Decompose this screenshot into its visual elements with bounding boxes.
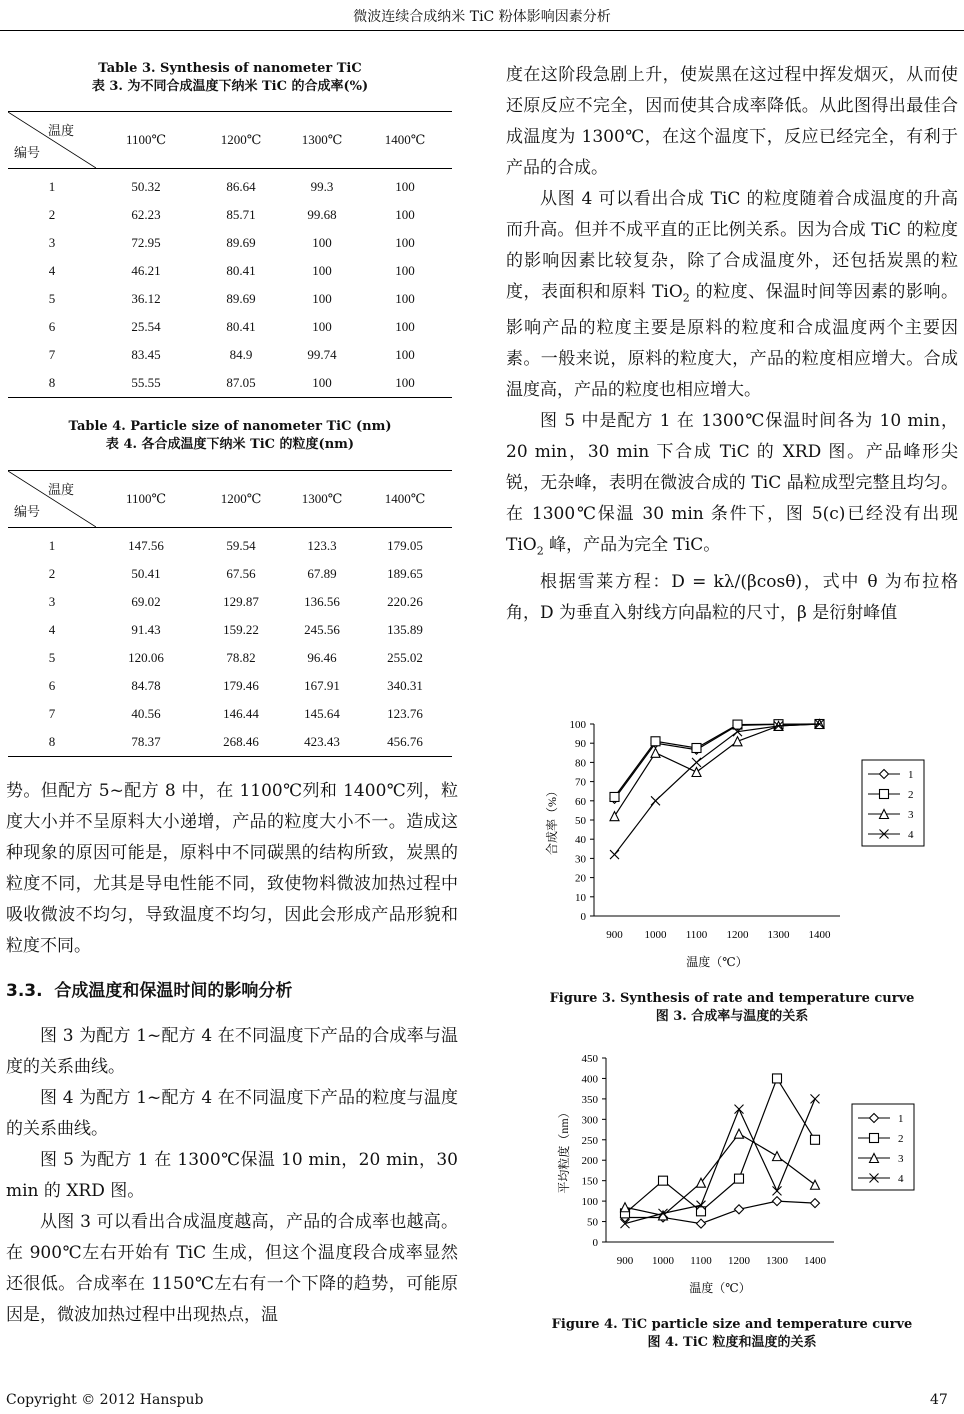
header-rule xyxy=(0,30,964,31)
table-cell: 179.05 xyxy=(387,538,423,553)
figure3-chart xyxy=(530,712,950,982)
table-cell: 179.46 xyxy=(223,678,259,693)
figure3-caption-en: Figure 3. Synthesis of rate and temperature curve xyxy=(549,991,915,1006)
table-row xyxy=(8,700,452,728)
table-cell: 100 xyxy=(312,291,332,306)
y-tick-label: 100 xyxy=(581,1196,598,1209)
legend-label: 4 xyxy=(898,1173,904,1185)
table-cell: 99.3 xyxy=(310,179,334,194)
right-paragraph-2 xyxy=(506,184,958,406)
series-4 xyxy=(610,720,824,860)
legend-label: 2 xyxy=(908,789,914,801)
legend xyxy=(852,1104,914,1190)
row-number-cell: 6 xyxy=(48,678,56,693)
series-line xyxy=(615,724,820,799)
table-cell: 78.37 xyxy=(131,734,161,749)
table-cell: 25.54 xyxy=(131,319,161,334)
data-point xyxy=(735,1129,744,1138)
right-paragraph-3 xyxy=(506,406,958,566)
series-line xyxy=(625,1134,815,1216)
row-number-cell: 7 xyxy=(48,347,56,362)
data-point xyxy=(651,748,660,757)
row-number-cell: 8 xyxy=(48,375,56,390)
y-tick-label: 350 xyxy=(581,1093,598,1106)
table-row xyxy=(8,644,452,672)
x-tick-label: 1100 xyxy=(690,1255,712,1267)
y-tick-label: 300 xyxy=(581,1114,598,1127)
table3-caption-zh: 表 3. 为不同合成温度下纳米 TiC 的合成率(%) xyxy=(91,79,369,94)
right-paragraph-1: 度在这阶段急剧上升，使炭黑在这过程中挥发烟灭，从而使还原反应不完全，因而使其合成率降低。从此图得出最佳合成温度为 1300℃，在这个温度下，反应已经完全，有利于产品的合成。 xyxy=(506,65,958,178)
table-cell: 189.65 xyxy=(387,566,423,581)
table-cell: 36.12 xyxy=(131,291,161,306)
table-row xyxy=(8,229,452,257)
table-cell: 100 xyxy=(312,235,332,250)
table-cell: 84.78 xyxy=(131,678,161,693)
table-row xyxy=(8,169,452,202)
table-cell: 147.56 xyxy=(128,538,164,553)
row-number-cell: 3 xyxy=(48,594,56,609)
series-line xyxy=(625,1099,815,1224)
table-row xyxy=(8,313,452,341)
left-paragraph-5: 从图 3 可以看出合成温度越高，产品的合成率也越高。在 900℃左右开始有 TiC 生成，但这个温度段合成率显然还很低。合成率在 1150℃左右有一个下降的趋势，可能原因是，微波加热过程中出现热点，温 xyxy=(6,1212,458,1325)
right-paragraph-2-part-a: 从图 4 可以看出合成 TiC 的粒度随着合成温度的升高而升高。但并不成平直的正比例关系。因为合成 TiC 的粒度的影响因素比较复杂，除了合成温度外，还包括炭黑的粒度，表面积和原料 TiO xyxy=(506,189,958,302)
table-row xyxy=(8,588,452,616)
table-cell: 50.41 xyxy=(131,566,161,581)
row-number-cell: 5 xyxy=(48,291,56,306)
y-axis-label: 平均粒度（nm） xyxy=(557,1106,571,1194)
table-cell: 135.89 xyxy=(387,622,423,637)
table-cell: 136.56 xyxy=(304,594,340,609)
y-tick-label: 90 xyxy=(575,738,586,751)
table-cell: 87.05 xyxy=(226,375,256,390)
series-1 xyxy=(610,720,824,804)
left-paragraph-1: 势。但配方 5~配方 8 中，在 1100℃列和 1400℃列，粒度大小并不呈原料大小递增，产品的粒度大小不一。造成这种现象的原因可能是，原料中不同碳黑的结构所致，炭黑的粒度不同，尤其是导电性能不同，致使物料微波加热过程中吸收微波不均匀，导致温度不均匀，因此会形成产品形貌和粒度不同。 xyxy=(6,781,458,956)
table-cell: 69.02 xyxy=(131,594,161,609)
corner-top-label: 温度 xyxy=(48,482,75,497)
table-row xyxy=(8,560,452,588)
x-axis-label: 温度（℃） xyxy=(686,955,748,969)
corner-bottom-label: 编号 xyxy=(14,145,41,160)
table-row xyxy=(8,369,452,398)
legend-label: 1 xyxy=(908,769,914,781)
table4-col-header: 1100℃ xyxy=(125,491,167,506)
series-4 xyxy=(621,1094,820,1228)
table-cell: 55.55 xyxy=(131,375,161,390)
table3-caption xyxy=(8,60,452,96)
y-tick-label: 30 xyxy=(575,853,586,866)
row-number-cell: 5 xyxy=(48,650,56,665)
table-cell: 100 xyxy=(312,375,332,390)
figure3-caption-zh: 图 3. 合成率与温度的关系 xyxy=(655,1009,809,1024)
table-row xyxy=(8,728,452,757)
series-line xyxy=(615,724,820,797)
y-tick-label: 150 xyxy=(581,1175,598,1188)
table3-caption-en: Table 3. Synthesis of nanometer TiC xyxy=(98,61,362,76)
y-tick-label: 60 xyxy=(575,795,586,808)
data-point xyxy=(811,1135,820,1144)
table3-col-header: 1100℃ xyxy=(125,132,167,147)
table-cell: 145.64 xyxy=(304,706,340,721)
table-cell: 80.41 xyxy=(226,263,256,278)
table-cell: 78.82 xyxy=(226,650,256,665)
y-tick-label: 80 xyxy=(575,757,586,770)
table-row xyxy=(8,528,452,561)
table-row xyxy=(8,285,452,313)
table-cell: 220.26 xyxy=(387,594,423,609)
x-tick-label: 900 xyxy=(616,1255,634,1267)
data-point xyxy=(659,1176,668,1185)
left-column-text xyxy=(6,776,458,1331)
table-cell: 146.44 xyxy=(223,706,259,721)
table-cell: 96.46 xyxy=(307,650,337,665)
x-tick-label: 1300 xyxy=(767,929,790,941)
data-point xyxy=(773,1152,782,1161)
footer-page-number: 47 xyxy=(930,1392,948,1408)
table-cell: 83.45 xyxy=(131,347,161,362)
right-paragraph-4: 根据雪莱方程：D = kλ/(βcosθ)，式中 θ 为布拉格角，D 为垂直入射线方向晶粒的尺寸，β 是衍射峰值 xyxy=(506,571,958,623)
data-point xyxy=(651,737,660,746)
y-tick-label: 0 xyxy=(580,911,586,923)
table4-caption-en: Table 4. Particle size of nanometer TiC (nm) xyxy=(68,419,392,434)
table-cell: 120.06 xyxy=(128,650,164,665)
table-cell: 40.56 xyxy=(131,706,161,721)
series-3 xyxy=(621,1129,820,1220)
legend-marker xyxy=(880,790,889,799)
table-cell: 123.76 xyxy=(387,706,423,721)
y-tick-label: 40 xyxy=(575,834,586,847)
data-point xyxy=(735,1174,744,1183)
row-number-cell: 6 xyxy=(48,319,56,334)
table-cell: 100 xyxy=(395,291,415,306)
y-tick-label: 50 xyxy=(587,1216,598,1229)
x-tick-label: 1100 xyxy=(685,929,708,941)
row-number-cell: 2 xyxy=(48,207,56,222)
data-point xyxy=(811,1180,820,1189)
table-cell: 84.9 xyxy=(229,347,253,362)
table-cell: 100 xyxy=(312,263,332,278)
corner-top-label: 温度 xyxy=(48,123,75,138)
legend-label: 2 xyxy=(898,1133,904,1145)
row-number-cell: 1 xyxy=(48,538,56,553)
table4-caption-zh: 表 4. 各合成温度下纳米 TiC 的粒度(nm) xyxy=(105,437,355,452)
table-row xyxy=(8,257,452,285)
x-tick-label: 1000 xyxy=(644,929,667,941)
legend-label: 3 xyxy=(898,1153,904,1165)
data-point xyxy=(692,744,701,753)
data-point xyxy=(811,1199,820,1208)
row-number-cell: 7 xyxy=(48,706,56,721)
row-number-cell: 3 xyxy=(48,235,56,250)
y-tick-label: 10 xyxy=(575,891,586,904)
right-paragraph-3-part-b: 峰，产品为完全 TiC。 xyxy=(543,535,721,556)
table-cell: 100 xyxy=(395,347,415,362)
x-tick-label: 900 xyxy=(606,929,623,941)
table-cell: 340.31 xyxy=(387,678,423,693)
table-cell: 89.69 xyxy=(226,291,256,306)
y-tick-label: 250 xyxy=(581,1134,598,1147)
figure4-caption xyxy=(506,1316,958,1352)
section-number: 3.3. xyxy=(6,981,43,1001)
row-number-cell: 8 xyxy=(48,734,56,749)
legend xyxy=(862,760,924,846)
table-cell: 100 xyxy=(395,235,415,250)
subscript: 2 xyxy=(682,291,690,305)
series-2 xyxy=(610,720,824,802)
x-axis-label: 温度（℃） xyxy=(689,1281,751,1295)
y-tick-label: 400 xyxy=(581,1073,598,1086)
left-paragraph-3: 图 4 为配方 1~配方 4 在不同温度下产品的粒度与温度的关系曲线。 xyxy=(6,1088,458,1139)
left-paragraph-2: 图 3 为配方 1~配方 4 在不同温度下产品的合成率与温度的关系曲线。 xyxy=(6,1026,458,1077)
y-axis-label: 合成率（%） xyxy=(545,785,559,855)
y-tick-label: 200 xyxy=(581,1155,598,1168)
table-cell: 67.89 xyxy=(307,566,337,581)
table-cell: 85.71 xyxy=(226,207,256,222)
table-cell: 50.32 xyxy=(131,179,161,194)
legend-marker xyxy=(870,1134,879,1143)
table3-col-header: 1200℃ xyxy=(220,132,262,147)
table-cell: 255.02 xyxy=(387,650,423,665)
table-cell: 245.56 xyxy=(304,622,340,637)
y-tick-label: 50 xyxy=(575,815,586,827)
x-tick-label: 1400 xyxy=(808,929,831,941)
y-tick-label: 0 xyxy=(592,1237,598,1249)
y-tick-label: 450 xyxy=(581,1053,598,1065)
series-line xyxy=(625,1078,815,1213)
x-tick-label: 1300 xyxy=(766,1255,788,1267)
right-paragraph-3-part-a: 图 5 中是配方 1 在 1300℃保温时间各为 10 min，20 min，30 min 下合成 TiC 的 XRD 图。产品峰形尖锐，无杂峰，表明在微波合成的 TiC 晶粒成型完整且均匀。在 1300℃保温 30 min 条件下，图 5(c)已经没有出现 TiO xyxy=(506,411,958,556)
subscript: 2 xyxy=(536,544,544,558)
data-point xyxy=(610,812,619,821)
table4-col-header: 1200℃ xyxy=(220,491,262,506)
table-cell: 99.68 xyxy=(307,207,337,222)
table-cell: 59.54 xyxy=(226,538,256,553)
figure4-chart xyxy=(530,1050,950,1305)
table-cell: 268.46 xyxy=(223,734,259,749)
table4-caption xyxy=(8,418,452,454)
table-cell: 46.21 xyxy=(131,263,161,278)
data-point xyxy=(773,1197,782,1206)
table-row xyxy=(8,616,452,644)
data-point xyxy=(733,720,742,729)
table-cell: 423.43 xyxy=(304,734,340,749)
table-cell: 91.43 xyxy=(131,622,161,637)
data-point xyxy=(692,768,701,777)
table-cell: 100 xyxy=(395,375,415,390)
data-point xyxy=(697,1219,706,1228)
table-cell: 67.56 xyxy=(226,566,256,581)
table-cell: 100 xyxy=(395,207,415,222)
table-cell: 100 xyxy=(395,263,415,278)
row-number-cell: 4 xyxy=(48,622,56,637)
running-header: 微波连续合成纳米 TiC 粉体影响因素分析 xyxy=(353,9,611,25)
table4 xyxy=(8,470,452,757)
right-paragraph-2-part-b: 的粒度、保温时间等因素的影响。影响产品的粒度主要是原料的粒度和合成温度两个主要因素。一般来说，原料的粒度大，产品的粒度相应增大。合成温度高，产品的粒度也相应增大。 xyxy=(506,282,958,401)
data-point xyxy=(773,1074,782,1083)
series-line xyxy=(625,1201,815,1223)
y-tick-label: 100 xyxy=(569,719,586,731)
table-cell: 89.69 xyxy=(226,235,256,250)
table4-col-header: 1300℃ xyxy=(301,491,343,506)
x-tick-label: 1200 xyxy=(726,929,749,941)
table-row xyxy=(8,672,452,700)
data-point xyxy=(735,1205,744,1214)
legend-label: 3 xyxy=(908,809,914,821)
section-title: 合成温度和保温时间的影响分析 xyxy=(54,981,293,1001)
table-cell: 129.87 xyxy=(223,594,259,609)
y-tick-label: 70 xyxy=(575,776,586,789)
table-row xyxy=(8,201,452,229)
y-tick-label: 20 xyxy=(575,872,586,885)
table-cell: 159.22 xyxy=(223,622,259,637)
table-row xyxy=(8,341,452,369)
figure4-caption-en: Figure 4. TiC particle size and temperature curve xyxy=(551,1317,913,1332)
data-point xyxy=(621,1203,630,1212)
table-cell: 100 xyxy=(395,319,415,334)
right-column-text xyxy=(506,60,958,629)
corner-bottom-label: 编号 xyxy=(14,504,41,519)
figure4-caption-zh: 图 4. TiC 粒度和温度的关系 xyxy=(647,1335,817,1350)
table-cell: 456.76 xyxy=(387,734,423,749)
table3-col-header: 1400℃ xyxy=(384,132,426,147)
table-cell: 167.91 xyxy=(304,678,340,693)
table-cell: 100 xyxy=(312,319,332,334)
table-cell: 99.74 xyxy=(307,347,337,362)
table-cell: 72.95 xyxy=(131,235,161,250)
legend-label: 4 xyxy=(908,829,914,841)
data-point xyxy=(733,737,742,746)
legend-box xyxy=(862,760,924,846)
table4-col-header: 1400℃ xyxy=(384,491,426,506)
table4-corner xyxy=(8,471,96,528)
table3-col-header: 1300℃ xyxy=(301,132,343,147)
data-point xyxy=(610,792,619,801)
table-cell: 62.23 xyxy=(131,207,161,222)
table3-corner xyxy=(8,112,96,169)
footer-copyright: Copyright © 2012 Hanspub xyxy=(6,1392,204,1408)
table-cell: 80.41 xyxy=(226,319,256,334)
legend-box xyxy=(852,1104,914,1190)
table-cell: 100 xyxy=(395,179,415,194)
legend-label: 1 xyxy=(898,1113,904,1125)
figure3-caption xyxy=(506,990,958,1026)
row-number-cell: 2 xyxy=(48,566,56,581)
series-line xyxy=(615,724,820,855)
row-number-cell: 1 xyxy=(48,179,56,194)
x-tick-label: 1400 xyxy=(804,1255,826,1267)
left-paragraph-4: 图 5 为配方 1 在 1300℃保温 10 min，20 min，30 min 的 XRD 图。 xyxy=(6,1150,458,1201)
table3 xyxy=(8,111,452,398)
table-cell: 123.3 xyxy=(307,538,337,553)
series-3 xyxy=(610,720,824,821)
section-heading xyxy=(6,976,458,1007)
x-tick-label: 1200 xyxy=(728,1255,750,1267)
table-cell: 86.64 xyxy=(226,179,256,194)
x-tick-label: 1000 xyxy=(652,1255,674,1267)
series-2 xyxy=(621,1074,820,1218)
row-number-cell: 4 xyxy=(48,263,56,278)
